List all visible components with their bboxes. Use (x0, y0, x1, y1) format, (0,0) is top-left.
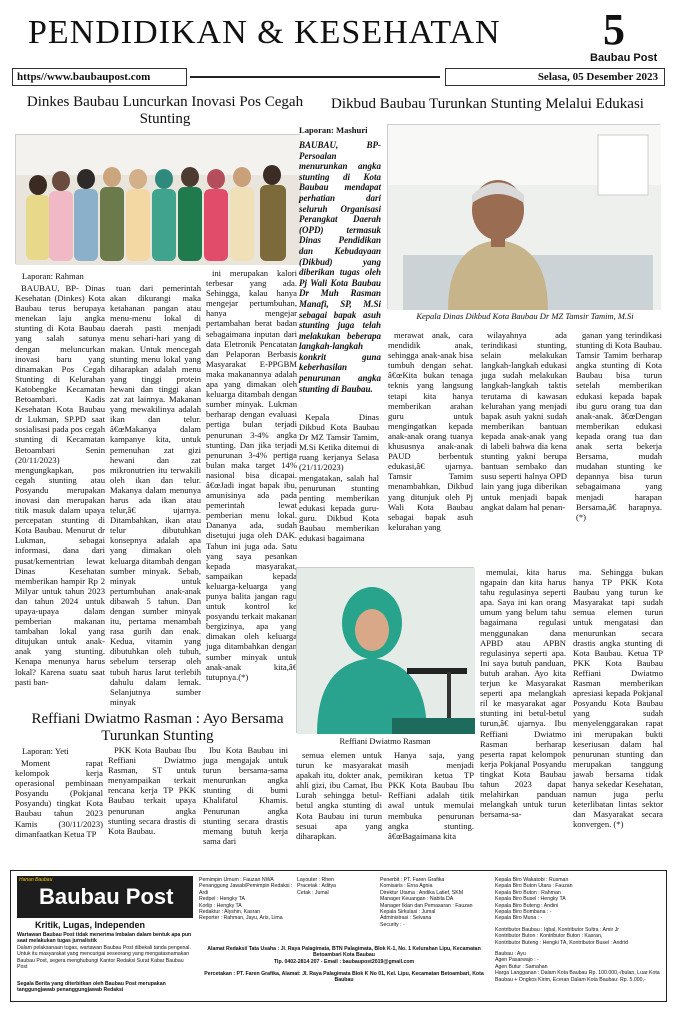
footer-box (10, 870, 667, 1002)
article2-column-1: Kepala Dinas Dikbud Kota Baubau Dr MZ Tamsir Tamim, M.Si Ketika ditemui di ruang kerjanya Selasa (21/11/2023) mengatakan, salah hal penurunan stunting penting memberikan edukasi kepada guru-guru. Dikbud Kota Baubau memberikan edukasi bagaimana (299, 412, 379, 544)
article3-byline: Laporan: Yeti (22, 746, 69, 756)
article2-headline: Dikbud Baubau Turunkan Stunting Melalui Edukasi (331, 96, 644, 112)
footer-kontributor: Kontributor Baubau : Iqbal, Kontributor Sultra : Amir Jr Kontributor Buton : Kontributor Buton : Kasran, Kontributor Buteng : Hengki TA, Kontributor Busel : Andrid (495, 927, 629, 946)
article2-photo (387, 124, 660, 309)
article3-column-3: Ibu Kota Baubau ini juga mengajak untuk turun bersama-sama menurunkan angka stunting di bumi Khalifatul Khamis. Penurunan angka stunting secara drastis memang butuh kerja sama dari (203, 745, 288, 846)
website-url[interactable]: https//www.baubaupost.com (12, 68, 187, 86)
footer-prices: Baubau : Ayu Agen Pasarwajo : - Agen Butur : Samahan Harga Langganan : Dalam Kota Baubau Rp. 100.000,-/bulan, Luar Kota Baubau + Ongkos Kirim, Eceran Dalam Kota Baubau: Rp. 5.000,- (495, 951, 660, 983)
article3-headline: Reffiani Dwiatmo Rasman : Ayo Bersama Turunkan Stunting (31, 711, 284, 744)
article2-column-2: merawat anak, cara mendidik anak, sehingga anak-anak bisa tumbuh dengan sehat. â€œKita bukan tenaga teknis yang langsung tetapi kita hanya memberikan arahan guru untuk mengingatkan kepada anak-anak orang tuanya khususnya anak-anak PAUD berbentuk edukasi,â€ ujarnya. Tamsir Tamim menambahkan, Dikbud yang ditunjuk oleh Pj Wali Kota Baubau sebagai bapak asuh kelurahan yang (388, 330, 473, 532)
article1-headline: Dinkes Baubau Luncurkan Inovasi Pos Cegah Stunting (26, 94, 304, 127)
article2-byline: Laporan: Mashuri (299, 125, 368, 135)
footer-slogan: Kritik, Lugas, Independen (35, 920, 146, 930)
article1-column-3: ini merupakan kalori terbesar yang ada. Sehingga, kalau hanya mengejar pertumbuhan, hanya mengejar pertambahan berat badan sebagaimana inputan dari data Eletronik Pencatatan dan Pelaporan Berbasis Masyarakat E-PPGBM maka makanannya adalah apa yang dimakan oleh keluarga ditambah dengan sumber minyak. Lukman berharap dengan evaluasi pertiga bulan terjadi penurunan 3-4% angka stunting. Dan jika terjadi penurunan 3-4% pertiga bulan maka target 14% nasional bisa dicapai. â€œJadi ingat bapak ibu, amunisinya ada pada pemerintah lewat pemberian menu lokal. Dananya ada, sudah disetujui juga oleh DAK. Tahun ini juga ada. Satu yang saya pesankan kepada masyarakat, sampaikan kepada keluarga-keluarga yang punya balita jangan ragu untuk kontrol ke posyandu terkait makanan bergizinya, apa yang dimakan oleh keluarga juga ditambahkan dengan sumber minyak untuk anak-anak kita,â€ tutupnya.(*) (206, 268, 297, 682)
issue-date: Selasa, 05 Desember 2023 (445, 68, 665, 86)
article3-photo (296, 567, 474, 733)
footer-warning: Wartawan Baubau Post tidak menerima Imbalan dalam bentuk apa pun saat melakukan tugas jurnalistik (17, 932, 192, 945)
article1-byline: Laporan: Rahman (22, 271, 84, 281)
article3-column-2: PKK Kota Baubau Ibu Reffiani Dwiatmo Rasman, ST untuk menyampaikan terkait rencana kerja TP PKK Baubau terkait upaya penurunan angka stunting secara drastis di Kota Baubau. (108, 745, 196, 836)
footer-staff-1: Pemimpin Umum : Fauzan NWA Penanggung Jawab/Pemimpin Redaksi : Ardi Redpel : Hengky TA Korlip : Hengky TA Redaktur : Alyshin, Kasran Reporter : Rahman, Jayu, Aris, Lima (199, 877, 293, 922)
article1-photo (15, 134, 300, 264)
article2-column-4: ganan yang terindikasi stunting di Kota Baubau. Tamsir Tamim berharap angka stunting di Kota Baubau bisa turun setelah memberikan edukasi kepada bapak ibu guru orang tua dan anak-anak. â€œDengan memberikan edukasi kepada orang tua dan anak serta bekerja Bersama, mudah mudahan stunting ke depannya bisa turun sebagaimana yang menjadi harapan Bersama,â€ harapnya.(*) (576, 330, 662, 522)
footer-logo (17, 876, 193, 918)
article2-caption: Kepala Dinas Dikbud Kota Baubau Dr MZ Tamsir Tamim, M.Si (416, 311, 634, 321)
article3-column-right: ma. Sehingga bukan hanya TP PKK Kota Baubau yang turun ke Masyarakat tapi sudah semua elemen turun untuk mengatasi dan menurunkan secara drastis angka stunting di Kota Baubau. Ketua TP PKK Kota Baubau Reffiani Dwiatmo Rasman memberikan apresiasi kepada Pokjanal Posyandu Kota Baubau yang sudah menyelenggarakan rapat ini merupakan bukti keseriusan dalam hal penurunan stunting dan merupakan tanggung jawab bersama tidak hanya sekedar Kesehatan, namun juga perlu keterlibatan lintas sektor dan Masyarakat secara konvergen. (*) (573, 567, 663, 830)
article3-column-4: semua elemen untuk turun ke masyarakat apakah itu, dokter anak, ahli gizi, ibu Camat, Ibu Lurah sehingga betul-betul angka stunting di Kota Baubau ini turun sesuai apa yang diharapkan. (296, 750, 382, 841)
footer-staff-4: Kepala Biro Wakatobi : Rusman Kepala Biro Buton Utara : Fauzan Kepala Biro Buton : Rahman Kepala Biro Busel : Hengky TA Kepala Biro Buteng : Andini Kepala Biro Bombana : - Kepala Biro Muna : - (495, 877, 573, 922)
footer-staff-2: Layouter : Rhen Pracetak : Aditya Cetak : Jumal (297, 877, 336, 896)
article2-column-3: wilayahnya ada terindikasi stunting, selain melakukan langkah-langkah edukasi juga sudah melakukan langkah-langkah taktis terutama di kawasan kelurahan yang menjadi bapak asuh yakni sudah memberikan bantuan kepada anak-anak yang di labeli bahwa dia kena stunting yakni berupa bantuan sembako dan susu seperti halnya OPD lain yang juga diberikan untuk menjadi bapak angkat dalam hal penan- (481, 330, 567, 512)
article3-column-5: Hanya saja, yang masih menjadi pemikiran ketua TP PKK Kota Baubau Ibu Reffiani adalah titik awal untuk memulai membuka penurunan angka stunting. â€œBagaimana kita (388, 750, 474, 841)
article1-column-2: tuan dari pemerintah akan dikurangi maka ketahanan pangan atau menu-menu lokal di daerah pasti menjadi menu sehari-hari yang di makan. Untuk mencegah stunting menu lokal yang diharapkan adalah menu yang tinggi protein hewani dan tinggi akan zat zat lainnya. Makanan yang mewakilinya adalah ikan dan telur. â€œMakanya dalam kampanye kita, untuk pemenuhan zat gizi hewani dan zat mikronutrien itu terwakili oleh ikan dan telur. Makanya dalam menunya harus ada ikan atau telur,â€ ujarnya. Ditambahkan, ikan atau telur dibutuhkan konsepnya adalah apa yang dimakan oleh keluarga ditambah dengan sumber minyak. Sebab, minyak untuk pertumbuhan anak-anak dibawah 5 tahun. Dan dengan sumber minyak itu, pertama menambah rasa gurih dan enak. Kedua, vitamin yang dibutuhkan oleh tubuh, sebelum terserap oleh tubuh harus larut terlebih dahulu dalam lemak. Selanjutnya sumber minyak (110, 283, 201, 707)
footer-printer: Percetakan : PT. Faren Grafika, Alamat: Jl. Raya Palagimata Blok K No 01, Kel. Lipu, Kecamatan Betoambari, Kota Baubau (204, 971, 484, 984)
footer-address: Alamat Redaksi/ Tata Usaha : Jl. Raya Palagimata, BTN Palagimata, Blok K-1, No. 1 Kelurahan Lipu, Kecamatan Betoambari Kota Baubau Tlp. 0402-2814 207 - Email : baubaupost2019@gmail.com (207, 946, 481, 965)
article2-lead: BAUBAU, BP- Persoalan menurunkan angka stunting di Kota Baubau mendapat perhatian dari seluruh Organisasi Perangkat Daerah (OPD) termasuk Dinas Pendidikan dan Kebudayaan (Dikbud) yang diberikan tugas oleh Pj Wali Kota Baubau Dr Muh Rasman Manafi, SP, M.Si sebagai bapak asuh stunting juga telah melakukan beberapa langkah-langkah konkrit guna keberhasilan penurunan angka stunting di Baubau. (299, 140, 381, 394)
page-number: 5 (603, 5, 625, 54)
footer-logo-tag: Harian Baubau (19, 877, 53, 883)
article3-caption: Reffiani Dwiatmo Rasman (339, 736, 431, 746)
article3-column-mid: memulai, kita harus ngapain dan kita harus tahu regulasinya seperti apa. Saya ini kan orang umum yang belum tahu bagaimana regulasi menggunakan dana APBD atau APBN regulasinya seperti apa. Ini saya butuh panduan, butuh arahan. Ayo kita terjun ke Masyarakat seperti apa melangkah ril ke masyarakat agar stunting ini betul-betul turun,â€ ujarnya. Ibu Reffiani Dwiatmo Rasman berharap peserta rapat kelompok kerja Pokjanal Posyandu tingkat Kota Baubau tahun 2023 dapat melahirkan panduan melangkah untuk turun bersama-sa- (480, 567, 566, 820)
footer-disclaimer: Segala Berita yang diterbitkan oleh Baubau Post merupakan tanggungjawab penanggungjawab Redaksi (17, 981, 166, 994)
masthead-title: PENDIDIKAN & KESEHATAN (28, 14, 501, 51)
footer-logo-text: Baubau Post (39, 884, 174, 909)
article1-column-1: BAUBAU, BP- Dinas Kesehatan (Dinkes) Kota Baubau terus berupaya menekan laju angka stunting di Kota Baubau yang salah satunya dengan meluncurkan inovasi baru yang dinamakan Pos Cegah Stunting di Kelurahan Katobengke Kecamatan Betoambari. Kadis Kesehatan Kota Baubau dr Lukman, SP.PD saat sosialisasi pada pos cegah stunting di Kecamatan Betoambari Senin (20/11/2023) mengungkapkan, pos cegah stunting atau Posyandu merupakan inovasi dan merupakan titik masuk dalam upaya percepatan stunting di Kota Baubau. Menurut dr Lukman, sebagai informasi, dana dari pusat/kementrian lewat Dinas Kesehatan memberikan hampir Rp 2 Milyar untuk tahun 2023 dan tahun 2024 untuk upaya-upaya dalam pemberian makanan tambahan lokal yang ditujukan untuk anak-anak yang stunting. Kenapa menunya harus lokal? Karena suatu saat pasti ban- (15, 283, 105, 687)
footer-staff-3: Penerbit : PT. Faren Grafika Komisaris : Erna Agnia Direktur Utama : Andika Latief, SKM Manager Keuangan : Nabila DA Manager Iklan dan Pemasaran : Fauzan Kepala Sirkulasi : Jumal Administrasi : Selvana Security : - (380, 877, 473, 928)
header-rule (190, 76, 440, 78)
footer-note: Dalam pelaksanaan tugas, wartawan Baubau Post dibekali tanda pengenal. Untuk itu masyarakat yang mencurigai seseorang yang mengatasnamakan Baubau Post, segera menghubungi Kantor Redaksi Surat Kabar Baubau Post (17, 945, 191, 971)
brand-label: Baubau Post (590, 52, 658, 64)
article3-column-1: Moment rapat kelompok kerja operasional pembinaan Posyandu (Pokjanal Posyandu) tingkat Kota Baubau tahun 2023 Kamis (30/11/2023) dimanfaatkan Ketua TP (15, 758, 103, 839)
